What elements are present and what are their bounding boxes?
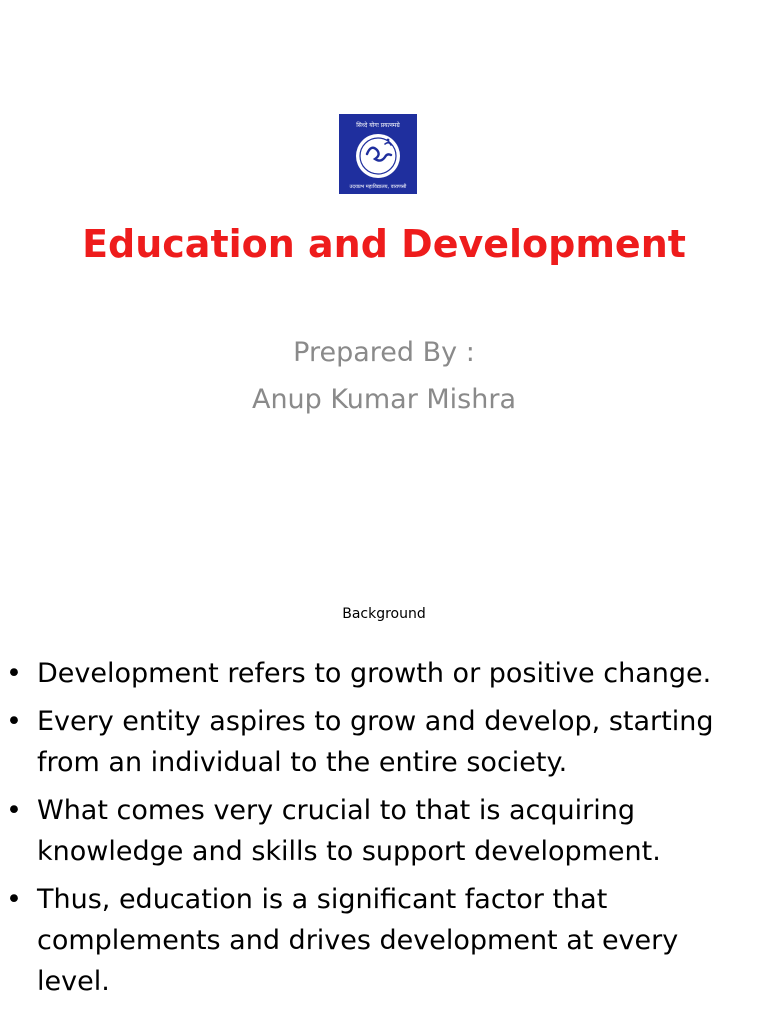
- slide-title: Education and Development: [82, 222, 686, 266]
- bullet-icon: •: [6, 795, 22, 826]
- emblem-bottom-text: उदयप्रभ महाविद्यालय, वाराणसी: [349, 184, 407, 190]
- background-slide: [0, 560, 768, 1024]
- university-emblem-icon: [339, 114, 417, 194]
- emblem-top-text: सिध्दे योगः प्रयत्नमग्रे: [356, 122, 400, 129]
- bullet-list: [0, 653, 768, 1009]
- slide-heading: Background: [342, 606, 426, 622]
- subtitle-author: Anup Kumar Mishra: [251, 384, 517, 415]
- list-item: [0, 879, 768, 1002]
- bullet-text: Development refers to growth or positive change.: [37, 658, 712, 689]
- bullet-icon: •: [6, 658, 22, 689]
- bullet-text: Thus, education is a significant factor that complements and drives development at every level.: [37, 884, 679, 997]
- subtitle-prepared-by: Prepared By :: [293, 337, 475, 368]
- bullet-text: Every entity aspires to grow and develop, starting from an individual to the entire society.: [37, 706, 714, 778]
- list-item: [0, 653, 768, 694]
- bullet-icon: •: [6, 706, 22, 737]
- list-item: [0, 701, 768, 783]
- list-item: [0, 790, 768, 872]
- bullet-text: What comes very crucial to that is acquiring knowledge and skills to support development.: [37, 795, 661, 867]
- bullet-icon: •: [6, 884, 22, 915]
